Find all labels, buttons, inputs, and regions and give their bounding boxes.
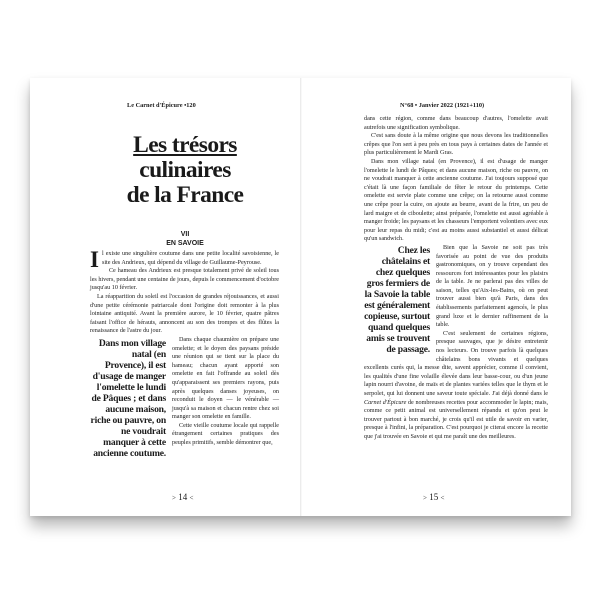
- article-title: [104, 133, 266, 208]
- folio-mark: <: [440, 494, 445, 502]
- page-number: 14: [178, 492, 188, 502]
- body-paragraph: C'est sans doute à la même origine que nous devons les traditionnelles crêpes que l'on sert à peu près en tous pays à certaines dates de l'année et plus particulièrement le Mardi Gras.: [364, 133, 548, 157]
- chapter-title: EN SAVOIE: [166, 240, 204, 247]
- pull-quote-right: Chez les châtelains et chez quelques gros fermiers de la Savoie la table est généralement copieuse, surtout quand quelques amis se trouvent de passage.: [364, 244, 430, 355]
- folio-mark: >: [423, 494, 427, 502]
- title-line-2: culinaires: [139, 157, 231, 183]
- body-paragraph: Il existe une singulière coutume dans une petite localité savoisienne, le site des Andrieux, qui dépend du village de Guillaume-Peyrouse.: [90, 247, 279, 272]
- right-running-header: N°68 • Janvier 2022 (1921+110): [400, 102, 485, 109]
- left-page: [30, 78, 300, 516]
- chapter-heading: [140, 230, 230, 248]
- right-body-column: [364, 115, 548, 442]
- body-paragraph: La réapparition du soleil est l'occasion de grandes réjouissances, et aussi d'une petite cérémonie patriarcale dont l'origine doit remonter à la plus lointaine antiquité. Avant la première aurore, le 10 février, quatre pâtres faisant l'office de hérauts, annoncent au son des trompes et des flûtes la renaissance de l'astre du jour.: [90, 293, 279, 335]
- left-page-number: [172, 492, 193, 502]
- body-paragraph: Dans chaque chaumière on prépare une omelette; et le doyen des paysans préside une réunion qui se tient sur la place du hameau; chacun ayant apporté son omelette en fait l'offrande au soleil dès qu'apparaissent ses premiers rayons, puis après quelques danses joyeuses, on reconduit le doyen — le vénérable — jusqu'à sa maison et chacun rentre chez soi manger son omelette en famille.: [172, 336, 279, 421]
- left-running-header: Le Carnet d'Épicure •120: [127, 102, 196, 109]
- body-paragraph: Cette vieille coutume locale qui rappelle étrangement certaines pratiques des peuples primitifs, semble démontrer que,: [172, 422, 279, 447]
- body-paragraph: C'est seulement de certaines régions, presque sauvages, que je désire entretenir nos lecteurs. On trouve parfois là quelques châtelains bons vivants et quelques excellents curés qui, la messe dite, savent apprécier, comme il convient, les qualités d'une fine volaille élevée dans leur basse-cour, ou d'un jeune lapin nourri d'avoine, de maïs et de plantes variées telles que le thym et le serpolet, qui lui donnent une saveur toute spéciale. J'ai déjà donné dans le Carnet d'Épicure de nombreuses recettes pour accommoder le lapin; mais, comme ce petit animal est universellement répandu et qu'on peut le trouver partout à bon marché, je crois qu'il est utile de savoir en varier, presque à l'infini, la préparation. C'est pourquoi je citerai encore la recette que j'ai trouvée en Savoie et qui me paraît une des meilleures.: [364, 330, 548, 440]
- chapter-number: VII: [180, 231, 190, 238]
- magazine-spread: [30, 78, 571, 516]
- right-page: [302, 78, 571, 516]
- title-line-3: de la France: [126, 182, 244, 208]
- title-line-1: Les trésors: [133, 132, 237, 158]
- left-body-column: [90, 247, 280, 461]
- pull-quote-left: Dans mon village natal (en Provence), il est d'usage de manger l'omelette le lundi de Pâques ; et dans aucune maison, riche ou pauvre, on ne voudrait manquer à cette ancienne coutume.: [90, 337, 166, 459]
- drop-cap: I: [90, 247, 99, 272]
- page-number: 15: [429, 492, 439, 502]
- folio-mark: <: [189, 494, 194, 502]
- body-paragraph: Bien que la Savoie ne soit pas très favorisée au point de vue des produits gastronomiques, on y trouve cependant des ressources fort intéressantes pour les plaisirs de la table. Je ne parlerai pas des villes de saison, telles qu'Aix-les-Bains, où on peut trouver aussi bien qu'à Paris, dans des établissements parfaitement agencés, le plus grand luxe et le dernier raffinement de la table.: [436, 244, 548, 329]
- magazine-name: Carnet d'Épicure: [364, 399, 407, 406]
- body-paragraph: Dans mon village natal (en Provence), il est d'usage de manger l'omelette le lundi de Pâques; et dans aucune maison, riche ou pauvre, on ne voudrait manquer à cette ancienne coutume. J'ai toujours supposé que c'était là une façon familiale de fêter le retour du printemps. Cette omelette est servie plate comme une crêpe; on la retourne aussi comme une crêpe pour la cuire, on ajoute au beurre, avant de la frire, un peu de lard maigre et de ciboulette; ainsi préparée, l'omelette est aussi agréable à manger froide; les paysans et les chasseurs l'emportent volontiers avec eux pour leur repas du midi; c'est au moins aussi substantiel et aussi délicat qu'un sandwich.: [364, 158, 548, 243]
- body-paragraph: dans cette région, comme dans beaucoup d'autres, l'omelette avait autrefois une signification symbolique.: [364, 116, 548, 131]
- body-paragraph: Ce hameau des Andrieux est presque totalement privé de soleil tous les hivers, pendant une centaine de jours, depuis le commencement d'octobre jusqu'au 10 février.: [90, 268, 280, 292]
- folio-mark: >: [172, 494, 176, 502]
- right-page-number: [423, 492, 444, 502]
